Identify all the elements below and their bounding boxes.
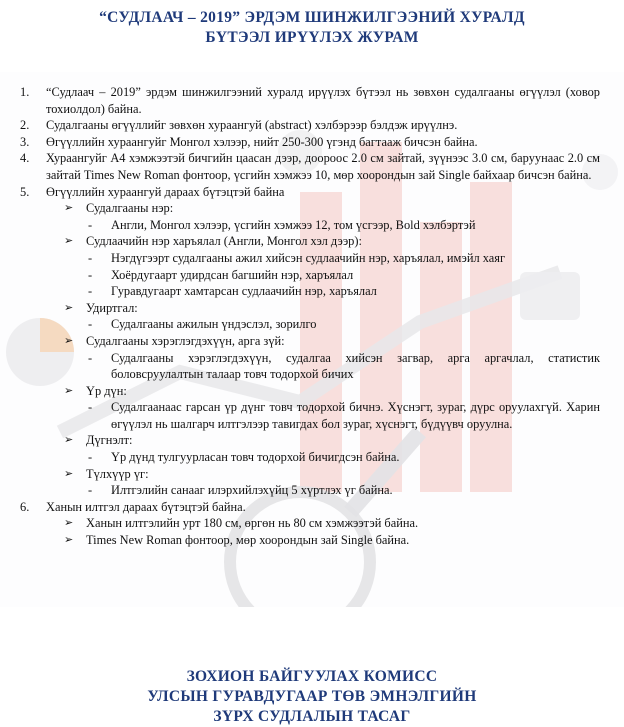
structure-heading: ➢ Судлаачийн нэр харъялал (Англи, Монгол хэл дээр): bbox=[64, 234, 362, 249]
arrow-bullet-icon: ➢ bbox=[64, 517, 74, 530]
structure-heading: ➢ Түлхүүр үг: bbox=[64, 466, 149, 481]
structure-heading: ➢ Судалгааны нэр: bbox=[64, 201, 174, 216]
structure-detail: - Судалгааны хэрэглэгдэхүүн, судалгаа хийсэн загвар, арга аргачлал, статистик боловсруулалтын талаар товч тодорхой бичих bbox=[88, 350, 600, 382]
dash-bullet: - bbox=[88, 284, 93, 299]
structure-detail: - Судалгааны ажилын үндэслэл, зорилго bbox=[88, 317, 317, 332]
structure-heading: ➢ Үр дүн: bbox=[64, 383, 127, 398]
arrow-bullet-icon: ➢ bbox=[64, 334, 74, 347]
list-item: 2. Судалгааны өгүүллийг зөвхөн хураангуй (abstract) хэлбэрээр бэлдэж ирүүлнэ. bbox=[20, 118, 458, 133]
arrow-bullet-icon: ➢ bbox=[64, 235, 74, 248]
arrow-bullet-icon: ➢ bbox=[64, 534, 74, 547]
arrow-bullet-icon: ➢ bbox=[64, 384, 74, 397]
dash-bullet: - bbox=[88, 400, 93, 415]
list-item: 3. Өгүүллийн хураангуйг Монгол хэлээр, нийт 250-300 үгэнд багтааж бичсэн байна. bbox=[20, 134, 478, 149]
structure-detail: - Хоёрдугаарт удирдсан багшийн нэр, харъялал bbox=[88, 267, 354, 282]
structure-detail: - Гуравдугаарт хамтарсан судлаачийн нэр, харъялал bbox=[88, 284, 377, 299]
poster-requirement: ➢ Ханын илтгэлийн урт 180 см, өргөн нь 80 см хэмжээтэй байна. bbox=[64, 516, 419, 531]
organizer-signature bbox=[0, 667, 624, 727]
structure-heading: ➢ Дүгнэлт: bbox=[64, 433, 133, 448]
structure-heading: ➢ Удиртгал: bbox=[64, 300, 138, 315]
dash-bullet: - bbox=[88, 317, 93, 332]
dash-bullet: - bbox=[88, 350, 93, 365]
arrow-bullet-icon: ➢ bbox=[64, 202, 74, 215]
list-item: 6. Ханын илтгэл дараах бүтэцтэй байна. bbox=[20, 499, 246, 514]
arrow-bullet-icon: ➢ bbox=[64, 301, 74, 314]
dash-bullet: - bbox=[88, 217, 93, 232]
poster-requirement: ➢ Times New Roman фонтоор, мөр хоорондын зай Single байна. bbox=[64, 533, 410, 548]
title-line-1: “СУДЛААЧ – 2019” ЭРДЭМ ШИНЖИЛГЭЭНИЙ ХУРАЛД bbox=[99, 9, 525, 26]
list-item: 1. “Судлаач – 2019” эрдэм шинжилгээний хуралд ирүүлэх бүтээл нь зөвхөн судалгааны өгүүлэл (ховор тохиолдол) байна. bbox=[20, 85, 600, 116]
structure-detail: - Үр дүнд тулгуурласан товч тодорхой бичигдсэн байна. bbox=[88, 450, 400, 465]
dash-bullet: - bbox=[88, 450, 93, 465]
dash-bullet: - bbox=[88, 483, 93, 498]
structure-detail: - Судалгаанаас гарсан үр дүнг товч тодорхой бичнэ. Хүснэгт, зураг, дүрс оруулахгүй. Харин өгүүлэл нь шалгарч илтгэлээр тавигдах бол зураг, хүснэгт, бүдүүвч оруулна. bbox=[88, 400, 600, 431]
arrow-bullet-icon: ➢ bbox=[64, 434, 74, 447]
footer-line-3: ЗҮРХ СУДЛАЛЫН ТАСАГ bbox=[213, 708, 411, 725]
rules-list bbox=[20, 84, 600, 549]
structure-heading: ➢ Судалгааны хэрэглэгдэхүүн, арга зүй: bbox=[64, 333, 285, 348]
document-title bbox=[0, 8, 624, 48]
list-item: 5. Өгүүллийн хураангуй дараах бүтэцтэй байна bbox=[20, 184, 285, 199]
structure-detail: - Нэгдүгээрт судалгааны ажил хийсэн судлаачийн нэр, харъялал, имэйл хаяг bbox=[88, 250, 506, 265]
structure-detail: - Илтгэлийн санааг илэрхийлэхүйц 5 хүртлэх үг байна. bbox=[88, 483, 393, 498]
footer-line-1: ЗОХИОН БАЙГУУЛАХ КОМИСС bbox=[186, 668, 438, 685]
content-panel bbox=[0, 72, 624, 607]
dash-bullet: - bbox=[88, 250, 93, 265]
structure-detail: - Англи, Монгол хэлээр, үсгийн хэмжээ 12, том үсгээр, Bold хэлбэртэй bbox=[88, 217, 476, 232]
title-line-2: БҮТЭЭЛ ИРҮҮЛЭХ ЖУРАМ bbox=[205, 29, 419, 46]
dash-bullet: - bbox=[88, 267, 93, 282]
arrow-bullet-icon: ➢ bbox=[64, 467, 74, 480]
footer-line-2: УЛСЫН ГУРАВДУГААР ТӨВ ЭМНЭЛГИЙН bbox=[147, 688, 477, 705]
list-item: 4. Хураангуйг А4 хэмжээтэй бичгийн цаасан дээр, доороос 2.0 см зайтай, зүүнээс 3.0 см, баруунаас 2.0 см зайтай Times New Roman фонтоор, үсгийн хэмжээ 10, мөр хоорондын зай Single байхаар бичсэн байна. bbox=[20, 151, 600, 182]
